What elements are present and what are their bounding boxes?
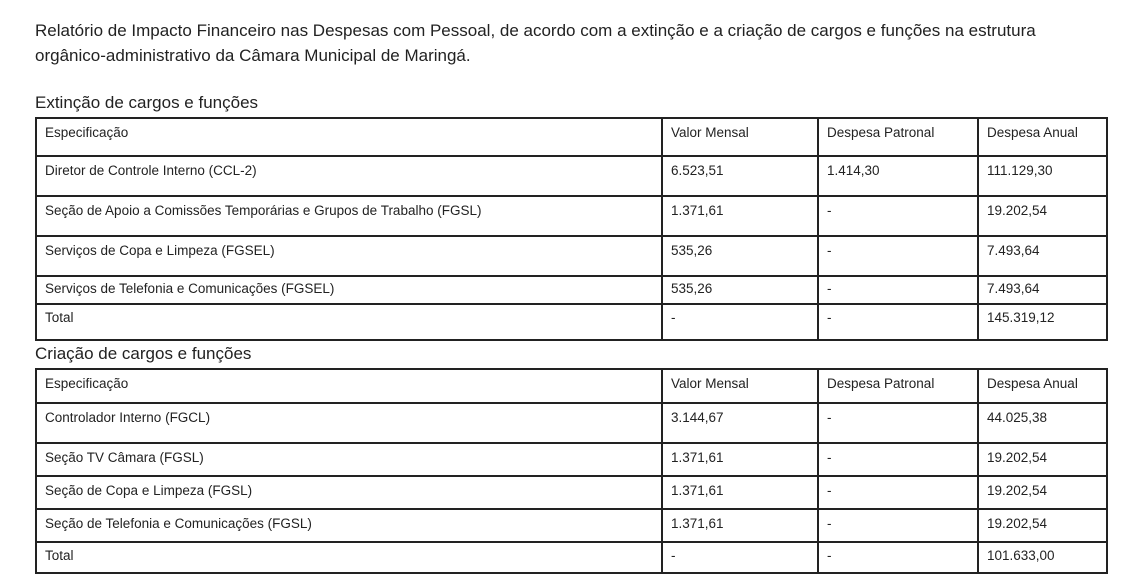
header-especificacao: Especificação [36,369,662,403]
extincao-table [35,117,1108,341]
cell-valor-mensal: 3.144,67 [662,403,818,443]
header-despesa-patronal: Despesa Patronal [818,369,978,403]
cell-valor-mensal: 1.371,61 [662,443,818,476]
cell-valor-mensal: 1.371,61 [662,509,818,542]
report-intro: Relatório de Impacto Financeiro nas Despesas com Pessoal, de acordo com a extinção e a criação de cargos e funções na estrutura orgânico-administrativo da Câmara Municipal de Maringá. [35,21,1036,65]
cell-valor-mensal: 6.523,51 [662,156,818,196]
total-label: Total [36,542,662,573]
extincao-section-title: Extinção de cargos e funções [35,93,259,112]
table-header-row [36,118,1107,156]
total-valor-mensal: - [662,542,818,573]
cell-despesa-anual: 19.202,54 [978,196,1107,236]
total-despesa-anual: 101.633,00 [978,542,1107,573]
table-row [36,236,1107,276]
cell-despesa-patronal: 1.414,30 [818,156,978,196]
cell-especificacao: Controlador Interno (FGCL) [36,403,662,443]
cell-despesa-anual: 7.493,64 [978,236,1107,276]
cell-despesa-anual: 7.493,64 [978,276,1107,304]
total-despesa-patronal: - [818,304,978,340]
criacao-section-title: Criação de cargos e funções [35,344,252,363]
total-label: Total [36,304,662,340]
cell-valor-mensal: 1.371,61 [662,476,818,509]
cell-especificacao: Seção de Copa e Limpeza (FGSL) [36,476,662,509]
table-row [36,403,1107,443]
cell-despesa-anual: 19.202,54 [978,509,1107,542]
total-despesa-patronal: - [818,542,978,573]
cell-especificacao: Seção TV Câmara (FGSL) [36,443,662,476]
header-despesa-anual: Despesa Anual [978,369,1107,403]
cell-despesa-patronal: - [818,509,978,542]
cell-despesa-patronal: - [818,236,978,276]
cell-especificacao: Serviços de Telefonia e Comunicações (FGSEL) [36,276,662,304]
table-row [36,276,1107,304]
cell-valor-mensal: 535,26 [662,276,818,304]
cell-despesa-patronal: - [818,403,978,443]
cell-despesa-anual: 19.202,54 [978,476,1107,509]
header-especificacao: Especificação [36,118,662,156]
criacao-table [35,368,1108,574]
header-valor-mensal: Valor Mensal [662,118,818,156]
cell-valor-mensal: 1.371,61 [662,196,818,236]
table-total-row [36,304,1107,340]
cell-despesa-anual: 44.025,38 [978,403,1107,443]
table-header-row [36,369,1107,403]
table-row [36,443,1107,476]
cell-despesa-anual: 19.202,54 [978,443,1107,476]
total-despesa-anual: 145.319,12 [978,304,1107,340]
total-valor-mensal: - [662,304,818,340]
header-despesa-patronal: Despesa Patronal [818,118,978,156]
cell-despesa-patronal: - [818,443,978,476]
header-valor-mensal: Valor Mensal [662,369,818,403]
header-despesa-anual: Despesa Anual [978,118,1107,156]
table-row [36,476,1107,509]
cell-despesa-patronal: - [818,276,978,304]
cell-especificacao: Diretor de Controle Interno (CCL-2) [36,156,662,196]
table-row [36,509,1107,542]
table-row [36,156,1107,196]
cell-despesa-patronal: - [818,196,978,236]
cell-despesa-patronal: - [818,476,978,509]
table-total-row [36,542,1107,573]
cell-despesa-anual: 111.129,30 [978,156,1107,196]
cell-especificacao: Seção de Apoio a Comissões Temporárias e Grupos de Trabalho (FGSL) [36,196,662,236]
cell-especificacao: Serviços de Copa e Limpeza (FGSEL) [36,236,662,276]
cell-especificacao: Seção de Telefonia e Comunicações (FGSL) [36,509,662,542]
cell-valor-mensal: 535,26 [662,236,818,276]
table-row [36,196,1107,236]
